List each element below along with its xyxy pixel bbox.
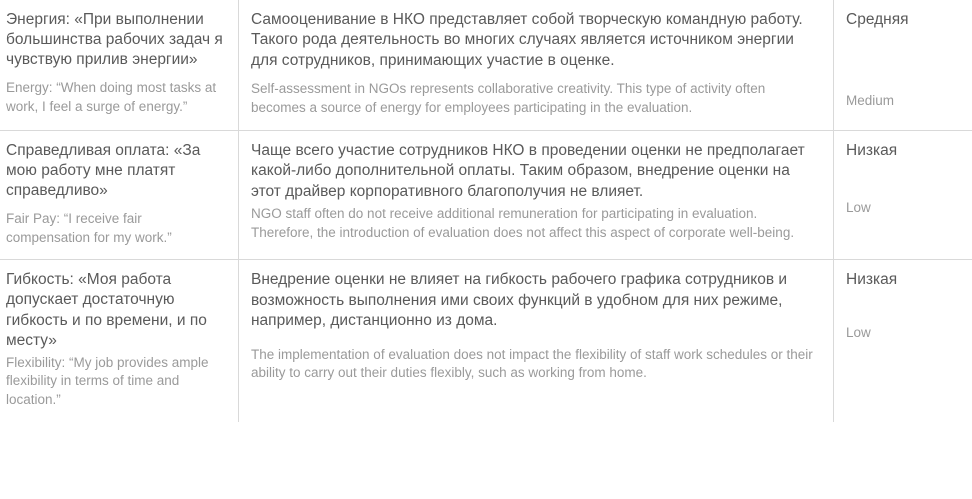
description-text-ru: Внедрение оценки не влияет на гибкость рабочего графика сотрудников и возможность выполнения ими своих функций в удобном для них режиме, например, дистанционно из дома.: [251, 271, 788, 330]
level-text-en: Low: [846, 199, 871, 215]
level-text-en: Low: [846, 325, 871, 341]
driver-text-en: Energy: “When doing most tasks at work, I feel a surge of energy.”: [6, 80, 217, 115]
level-cell: [834, 260, 972, 422]
description-text-en: NGO staff often do not receive additional remuneration for participating in evaluation. Therefore, the introduction of evaluation does not affect this aspect of corporate well-being.: [251, 205, 795, 240]
description-text-en: Self-assessment in NGOs represents collaborative creativity. This type of activity often becomes a source of energy for employees participating in the evaluation.: [251, 81, 766, 115]
driver-cell: [0, 260, 239, 422]
table-row: [0, 130, 972, 260]
level-text-ru: Низкая: [846, 271, 898, 289]
table-row: [0, 0, 972, 130]
description-cell: [239, 0, 834, 130]
description-text-ru: Самооценивание в НКО представляет собой творческую командную работу. Такого рода деятельность во многих случаях является источником энергии для сотрудников, принимающих участие в оценке.: [251, 11, 803, 69]
level-text-ru: Низкая: [846, 141, 898, 159]
level-cell: [834, 0, 972, 130]
driver-text-en: Fair Pay: “I receive fair compensation for my work.”: [6, 211, 172, 245]
level-text-ru: Средняя: [846, 11, 909, 28]
driver-cell: [0, 0, 239, 130]
driver-text-ru: Гибкость: «Моя работа допускает достаточную гибкость и по времени, и по месту»: [6, 271, 207, 349]
description-cell: [239, 260, 834, 422]
level-text-en: Medium: [846, 93, 895, 109]
description-cell: [239, 130, 834, 260]
table-row: [0, 260, 972, 422]
driver-text-ru: Энергия: «При выполнении большинства рабочих задач я чувствую прилив энергии»: [6, 11, 223, 69]
level-cell: [834, 130, 972, 260]
driver-cell: [0, 130, 239, 260]
description-text-ru: Чаще всего участие сотрудников НКО в проведении оценки не предполагает какой-либо дополнительной оплаты. Таким образом, внедрение оценки на этот драйвер корпоративного благополучия не влияет.: [251, 141, 805, 200]
driver-text-en: Flexibility: “My job provides ample flexibility in terms of time and location.”: [6, 354, 209, 408]
driver-text-ru: Справедливая оплата: «За мою работу мне платят справедливо»: [6, 141, 201, 199]
description-text-en: The implementation of evaluation does not impact the flexibility of staff work schedules or their ability to carry out their duties flexibly, such as working from home.: [251, 346, 813, 381]
